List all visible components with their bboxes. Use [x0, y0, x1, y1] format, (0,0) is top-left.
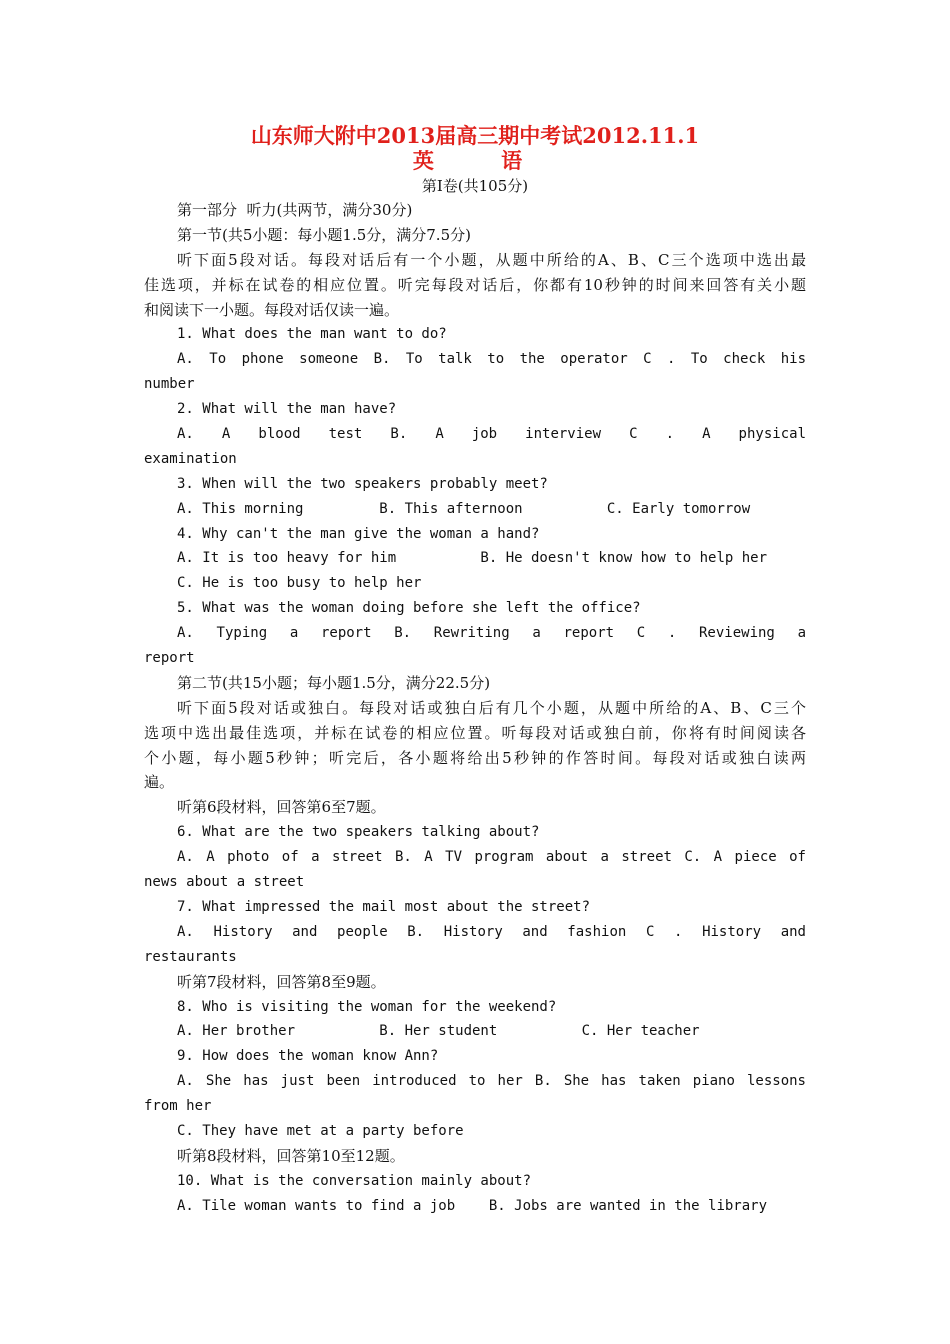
text-line: 选项中选出最佳选项，并标在试卷的相应位置。听每段对话或独白前，你将有时间阅读各: [144, 723, 806, 742]
text-line: 9. How does the woman know Ann?: [177, 1048, 439, 1065]
subject-title: 英 语: [412, 148, 553, 173]
text-line: 第二节(共15小题；每小题1.5分，满分22.5分): [177, 673, 491, 692]
text-line: 遍。: [144, 773, 175, 792]
text-line: 听下面5段对话或独白。每段对话或独白后有几个小题，从题中所给的A、B、C三个: [177, 698, 806, 717]
text-line: 听第6段材料，回答第6至7题。: [177, 798, 386, 817]
text-line: 2. What will the man have?: [177, 401, 397, 418]
text-line: 个小题，每小题5秒钟；听完后，各小题将给出5秒钟的作答时间。每段对话或独白读两: [144, 748, 806, 767]
text-line: A. History and people B. History and fashion C . History and: [177, 923, 806, 940]
text-line: A. A blood test B. A job interview C . A physical: [177, 426, 806, 443]
text-line: A. This morning B. This afternoon C. Early tomorrow: [177, 500, 751, 517]
text-line: 和阅读下一小题。每段对话仅读一遍。: [144, 300, 400, 319]
text-line: A. To phone someone B. To talk to the operator C . To check his: [177, 351, 806, 368]
text-line: C. They have met at a party before: [177, 1122, 464, 1139]
text-line: 佳选项，并标在试卷的相应位置。听完每段对话后，你都有10秒钟的时间来回答有关小题: [144, 275, 806, 294]
text-line: 8. Who is visiting the woman for the weekend?: [177, 998, 557, 1015]
text-line: restaurants: [144, 948, 237, 965]
text-line: A. Her brother B. Her student C. Her teacher: [177, 1023, 700, 1040]
exam-body: [144, 198, 806, 1219]
exam-title: 山东师大附中2013届高三期中考试2012.11.1: [250, 123, 700, 148]
text-line: A. Typing a report B. Rewriting a report C . Reviewing a: [177, 625, 806, 642]
text-line: 6. What are the two speakers talking about?: [177, 824, 540, 841]
text-line: 4. Why can't the man give the woman a hand?: [177, 525, 540, 542]
text-line: 10. What is the conversation mainly about?: [177, 1172, 532, 1189]
text-line: 听第8段材料，回答第10至12题。: [177, 1146, 405, 1165]
text-line: from her: [144, 1098, 212, 1115]
text-line: number: [144, 376, 195, 393]
text-line: 第一节(共5小题：每小题1.5分，满分7.5分): [177, 225, 471, 244]
text-line: 听第7段材料，回答第8至9题。: [177, 972, 386, 991]
text-line: 5. What was the woman doing before she left the office?: [177, 600, 641, 617]
text-line: A. It is too heavy for him B. He doesn't know how to help her: [177, 550, 768, 567]
text-line: A. A photo of a street B. A TV program about a street C. A piece of: [177, 849, 806, 866]
volume-heading: 第Ⅰ卷(共105分): [421, 177, 529, 195]
text-line: A. Tile woman wants to find a job B. Jobs are wanted in the library: [177, 1197, 768, 1214]
text-line: news about a street: [144, 874, 305, 891]
text-line: 听下面5段对话。每段对话后有一个小题，从题中所给的A、B、C三个选项中选出最: [177, 250, 806, 269]
text-line: C. He is too busy to help her: [177, 575, 422, 592]
text-line: examination: [144, 450, 237, 467]
text-line: A. She has just been introduced to her B. She has taken piano lessons: [177, 1073, 806, 1090]
text-line: 1. What does the man want to do?: [177, 326, 447, 343]
text-line: 3. When will the two speakers probably meet?: [177, 475, 548, 492]
text-line: report: [144, 650, 195, 667]
text-line: 7. What impressed the mail most about the street?: [177, 898, 591, 915]
text-line: 第一部分 听力(共两节，满分30分): [177, 201, 413, 219]
